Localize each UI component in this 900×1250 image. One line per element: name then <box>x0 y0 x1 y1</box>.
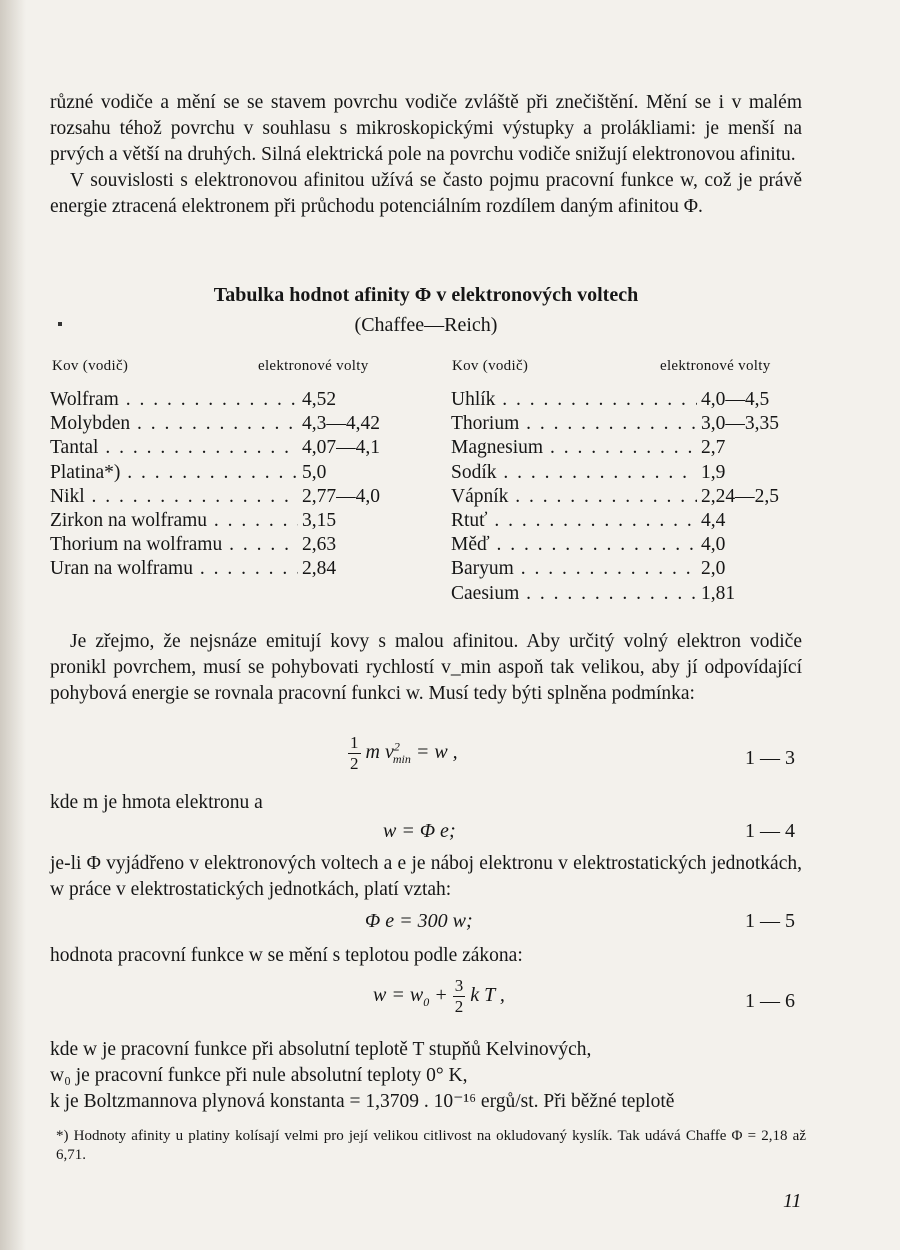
table-row <box>50 436 410 460</box>
table-row <box>50 388 410 412</box>
equation-kinetic-energy: $\frac{1}{2}$ m $v^2_{min} = w$ , <box>350 733 458 773</box>
metal-name: Magnesium . . . <box>451 436 697 460</box>
paragraph-mass: kde m je hmota elektronu a <box>50 792 263 813</box>
fraction-three-halves: $\frac{3}{2}$ <box>454 976 464 1016</box>
table-row <box>451 388 811 412</box>
left-header-volts: elektronové volty <box>258 358 369 374</box>
metal-name: Nikl . . . <box>50 485 298 509</box>
affinity-value: 4,3—4,42 <box>298 412 380 436</box>
metal-name: Platina*) . . . <box>50 461 298 485</box>
affinity-value: 2,7 <box>697 436 725 460</box>
metal-name: Thorium . . . <box>451 412 697 436</box>
paragraph-units: je-li Φ vyjádřeno v elektronových voltech a e je náboj elektronu v elektrostatických jednotkách, w práce v elektrostatických jednotkách, platí vztah: <box>50 853 802 900</box>
equation-number-1-5: 1 — 5 <box>745 910 795 932</box>
affinity-value: 2,63 <box>298 533 336 557</box>
paragraph-definitions <box>50 1037 802 1115</box>
table-row <box>50 557 410 581</box>
affinity-value: 1,81 <box>697 582 735 606</box>
paragraph-temperature: hodnota pracovní funkce w se mění s teplotou podle zákona: <box>50 945 523 966</box>
metal-name: Zirkon na wolframu . . . <box>50 509 298 533</box>
equation-number-1-4: 1 — 4 <box>745 820 795 842</box>
paragraph-emission: Je zřejmo, že nejsnáze emitují kovy s malou afinitou. Aby určitý volný elektron vodiče pronikl povrchem, musí se pohybovati rychlostí v_min aspoň tak velikou, aby jí odpovídající pohybová energie se rovnala pracovní funkci w. Musí tedy býti splněna podmínka: <box>50 631 802 704</box>
affinity-value: 2,0 <box>697 557 725 581</box>
table-row <box>50 461 410 485</box>
affinity-value: 4,0—4,5 <box>697 388 769 412</box>
right-header-metal: Kov (vodič) <box>452 358 529 374</box>
table-row <box>50 533 410 557</box>
table-row <box>451 533 811 557</box>
metal-name: Baryum . . . <box>451 557 697 581</box>
table-row <box>451 582 811 606</box>
equation-number-1-3: 1 — 3 <box>745 747 795 769</box>
table-row <box>451 461 811 485</box>
affinity-value: 1,9 <box>697 461 725 485</box>
metal-name: Uran na wolframu . . . <box>50 557 298 581</box>
table-row <box>50 509 410 533</box>
table-row <box>451 436 811 460</box>
table-subtitle: (Chaffee—Reich) <box>354 314 498 336</box>
table-row <box>451 485 811 509</box>
metal-name: Sodík . . . <box>451 461 697 485</box>
affinity-value: 4,52 <box>298 388 336 412</box>
affinity-value: 2,77—4,0 <box>298 485 380 509</box>
equation-temperature-law: $w = w_0$ + $\frac{3}{2}$ k T , <box>373 976 505 1016</box>
affinity-value: 2,84 <box>298 557 336 581</box>
page-number: 11 <box>783 1190 802 1212</box>
table-row <box>50 485 410 509</box>
table-row <box>451 509 811 533</box>
equation-number-1-6: 1 — 6 <box>745 990 795 1012</box>
metal-name: Thorium na wolframu . . . <box>50 533 298 557</box>
metal-name: Wolfram . . . <box>50 388 298 412</box>
equation-work-function: w = Φ e; <box>383 820 456 842</box>
affinity-value: 4,0 <box>697 533 725 557</box>
page-edge-shadow <box>0 0 26 1250</box>
metal-name: Caesium . . . <box>451 582 697 606</box>
definition-w: kde w je pracovní funkce při absolutní teplotě T stupňů Kelvinových, <box>50 1039 592 1060</box>
affinity-value: 3,0—3,35 <box>697 412 779 436</box>
intro-paragraph-1: různé vodiče a mění se se stavem povrchu vodiče zvláště při znečištění. Mění se i v malém rozsahu téhož povrchu v souhlasu s mikroskopickými výstupky a prolákliami: je menší na prvých a větší na druhých. Silná elektrická pole na povrchu vodiče snižují elektronovou afinitu. <box>50 92 802 165</box>
table-row <box>451 557 811 581</box>
fraction-one-half: $\frac{1}{2}$ <box>350 733 359 773</box>
left-affinity-table <box>50 388 410 582</box>
table-row <box>451 412 811 436</box>
affinity-value: 5,0 <box>298 461 326 485</box>
affinity-value: 4,07—4,1 <box>298 436 380 460</box>
affinity-value: 4,4 <box>697 509 725 533</box>
intro-text <box>50 90 802 220</box>
footnote: *) Hodnoty afinity u platiny kolísají velmi pro její velikou citlivost na okludovaný kyslík. Tak udává Chaffe Φ = 2,18 až 6,71. <box>56 1128 806 1163</box>
intro-paragraph-2: V souvislosti s elektronovou afinitou užívá se často pojmu pracovní funkce w, což je právě energie ztracená elektronem při průchodu potenciálním rozdílem daným afinitou Φ. <box>50 170 802 217</box>
metal-name: Tantal . . . <box>50 436 298 460</box>
equation-relation: Φ e = 300 w; <box>365 910 473 932</box>
metal-name: Vápník . . . <box>451 485 697 509</box>
metal-name: Molybden . . . <box>50 412 298 436</box>
metal-name: Rtuť . . . <box>451 509 697 533</box>
table-title: Tabulka hodnot afinity Φ v elektronových voltech <box>213 284 639 306</box>
affinity-value: 3,15 <box>298 509 336 533</box>
right-header-volts: elektronové volty <box>660 358 771 374</box>
left-header-metal: Kov (vodič) <box>52 358 129 374</box>
definition-w0: w₀ je pracovní funkce při nule absolutní teploty 0° K, <box>50 1065 468 1086</box>
table-row <box>50 412 410 436</box>
metal-name: Měď . . . <box>451 533 697 557</box>
right-affinity-table <box>451 388 811 606</box>
affinity-value: 2,24—2,5 <box>697 485 779 509</box>
definition-k: k je Boltzmannova plynová konstanta = 1,3709 . 10⁻¹⁶ ergů/st. Při běžné teplotě <box>50 1091 675 1112</box>
metal-name: Uhlík . . . <box>451 388 697 412</box>
